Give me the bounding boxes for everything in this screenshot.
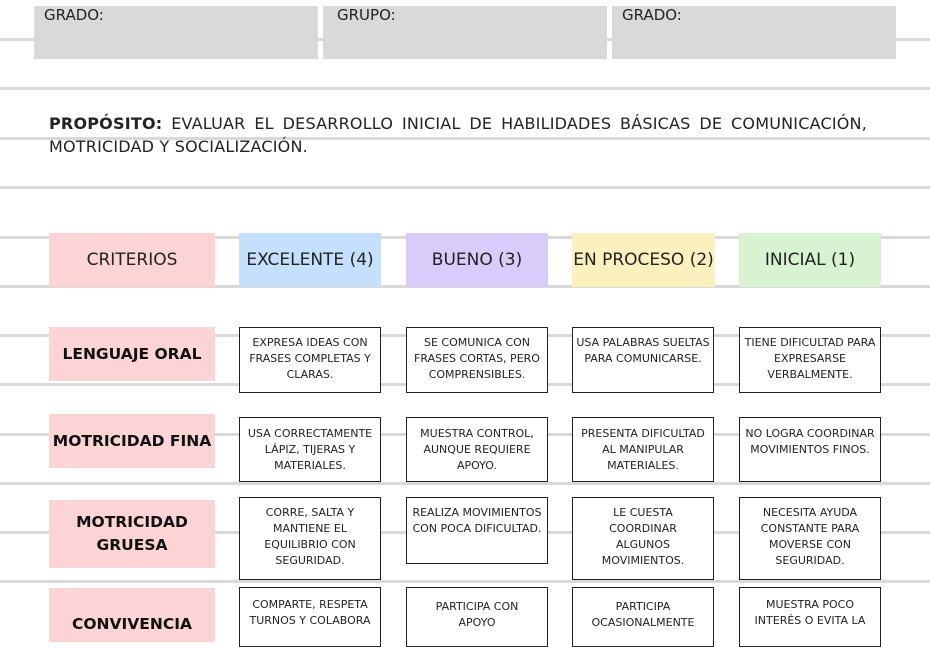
rubric-cell-text: MUESTRA POCO INTERÉS O EVITA LA bbox=[754, 598, 866, 627]
rubric-cell bbox=[239, 587, 381, 647]
header-criterios bbox=[49, 233, 215, 287]
header-criterios-label: CRITERIOS bbox=[86, 250, 178, 270]
criterion-motricidad-gruesa bbox=[49, 500, 215, 568]
ruled-line bbox=[0, 186, 930, 189]
rubric-cell bbox=[572, 417, 714, 482]
rubric-cell-text: CORRE, SALTA Y MANTIENE EL EQUILIBRIO CON SEGURIDAD. bbox=[264, 506, 356, 567]
rubric-cell-text: TIENE DIFICULTAD PARA EXPRESARSE VERBALMENTE. bbox=[744, 336, 876, 381]
rubric-cell bbox=[739, 587, 881, 647]
rubric-cell-text: PARTICIPA OCASIONALMENTE bbox=[591, 600, 695, 629]
rubric-cell bbox=[239, 327, 381, 393]
grado-label-2: GRADO: bbox=[622, 6, 682, 24]
grado-field-2[interactable] bbox=[612, 6, 896, 59]
rubric-cell-text: MUESTRA CONTROL, AUNQUE REQUIERE APOYO. bbox=[420, 427, 534, 472]
purpose-text: EVALUAR EL DESARROLLO INICIAL DE HABILIDADES BÁSICAS DE COMUNICACIÓN, MOTRICIDAD Y SOCIALIZACIÓN. bbox=[49, 114, 867, 156]
purpose-label: PROPÓSITO: bbox=[49, 114, 163, 133]
rubric-cell bbox=[739, 417, 881, 482]
rubric-cell-text: REALIZA MOVIMIENTOS CON POCA DIFICULTAD. bbox=[412, 506, 542, 535]
rubric-cell-text: PARTICIPA CON APOYO bbox=[435, 600, 519, 629]
criterion-label: MOTRICIDAD GRUESA bbox=[76, 513, 188, 554]
rubric-cell-text: NECESITA AYUDA CONSTANTE PARA MOVERSE CON SEGURIDAD. bbox=[760, 506, 860, 567]
criterion-label: LENGUAJE ORAL bbox=[62, 344, 202, 363]
header-en-proceso bbox=[572, 233, 715, 287]
rubric-cell bbox=[572, 587, 714, 647]
header-excelente-label: EXCELENTE (4) bbox=[246, 250, 374, 270]
rubric-cell-text: NO LOGRA COORDINAR MOVIMIENTOS FINOS. bbox=[745, 427, 875, 456]
rubric-cell-text: SE COMUNICA CON FRASES CORTAS, PERO COMPRENSIBLES. bbox=[414, 336, 540, 381]
ruled-line bbox=[0, 482, 930, 485]
rubric-cell bbox=[239, 417, 381, 482]
rubric-cell-text: USA CORRECTAMENTE LÁPIZ, TIJERAS Y MATERIALES. bbox=[247, 427, 373, 472]
header-inicial-label: INICIAL (1) bbox=[764, 250, 856, 270]
ruled-line bbox=[0, 87, 930, 90]
grado-label: GRADO: bbox=[44, 6, 104, 24]
rubric-cell bbox=[739, 497, 881, 580]
grupo-field[interactable] bbox=[323, 6, 607, 59]
criterion-label: MOTRICIDAD FINA bbox=[52, 431, 212, 450]
header-bueno bbox=[406, 233, 548, 287]
criterion-convivencia bbox=[49, 588, 215, 642]
header-excelente bbox=[239, 233, 381, 287]
criterion-label: CONVIVENCIA bbox=[72, 614, 192, 633]
criterion-motricidad-fina bbox=[49, 414, 215, 468]
rubric-cell bbox=[406, 587, 548, 647]
rubric-cell-text: USA PALABRAS SUELTAS PARA COMUNICARSE. bbox=[576, 336, 710, 365]
rubric-cell bbox=[572, 497, 714, 580]
criterion-lenguaje-oral bbox=[49, 327, 215, 381]
rubric-cell bbox=[739, 327, 881, 393]
grado-field[interactable] bbox=[34, 6, 318, 59]
header-inicial bbox=[739, 233, 881, 287]
header-bueno-label: BUENO (3) bbox=[431, 250, 523, 270]
grupo-label: GRUPO: bbox=[337, 6, 396, 24]
header-en-proceso-label: EN PROCESO (2) bbox=[573, 250, 714, 270]
rubric-cell bbox=[572, 327, 714, 393]
rubric-cell-text: PRESENTA DIFICULTAD AL MANIPULAR MATERIALES. bbox=[581, 427, 705, 472]
purpose-paragraph bbox=[49, 112, 867, 158]
rubric-cell-text: LE CUESTA COORDINAR ALGUNOS MOVIMIENTOS. bbox=[601, 506, 685, 567]
rubric-cell-text: EXPRESA IDEAS CON FRASES COMPLETAS Y CLARAS. bbox=[249, 336, 371, 381]
rubric-cell bbox=[239, 497, 381, 580]
rubric-cell bbox=[406, 497, 548, 564]
ruled-line bbox=[0, 580, 930, 583]
rubric-cell bbox=[406, 327, 548, 393]
rubric-cell-text: COMPARTE, RESPETA TURNOS Y COLABORA bbox=[249, 598, 371, 627]
rubric-cell bbox=[406, 417, 548, 482]
